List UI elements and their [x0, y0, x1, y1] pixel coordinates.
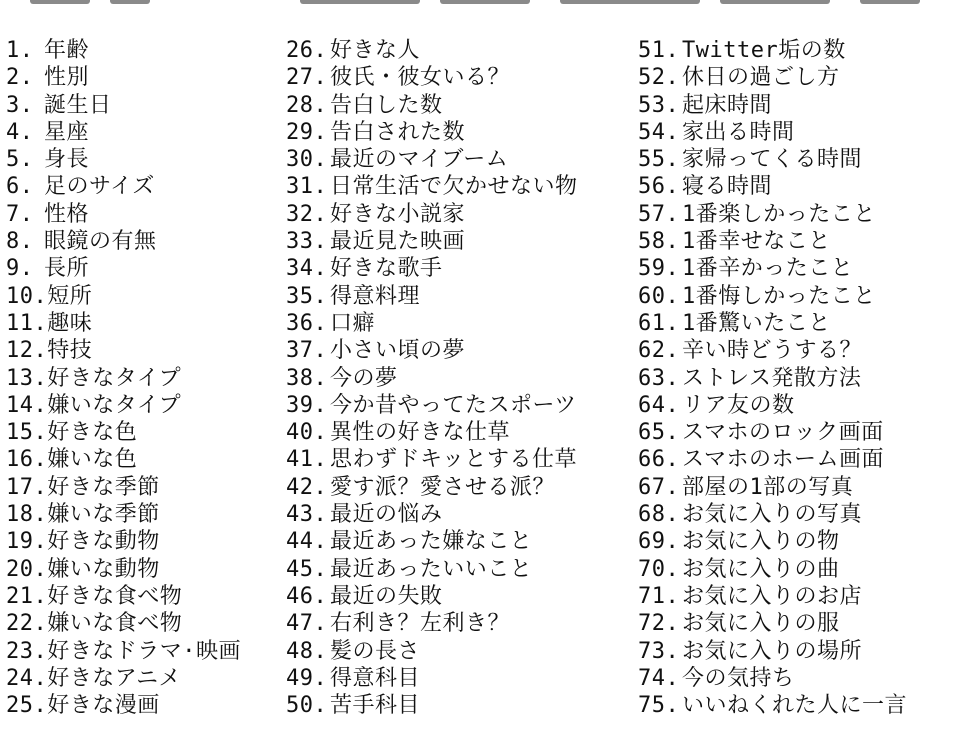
question-number: 52. [638, 65, 680, 91]
question-number: 2. [6, 65, 34, 91]
question-item [638, 146, 958, 173]
question-label: ストレス発散方法 [682, 365, 862, 391]
question-label: 右利き？左利き？ [330, 611, 511, 637]
question-item [638, 37, 958, 64]
question-item [6, 501, 278, 528]
question-number: 71. [638, 583, 680, 609]
question-label: 休日の過ごし方 [682, 65, 840, 91]
question-item [6, 310, 278, 337]
question-label: 嫌いな食べ物 [47, 611, 183, 637]
question-item [638, 692, 958, 719]
question-number: 20. [6, 556, 48, 582]
question-item [638, 310, 958, 337]
question-label: 趣味 [47, 310, 93, 336]
question-label: 今の夢 [330, 365, 398, 391]
question-item [286, 119, 634, 146]
question-number: 55. [638, 147, 680, 173]
question-number: 15. [6, 420, 48, 446]
question-label: お気に入りの服 [682, 611, 840, 637]
question-label: 足のサイズ [44, 174, 155, 200]
question-number: 36. [286, 310, 328, 336]
question-label: お気に入りの曲 [682, 556, 840, 582]
question-item [638, 283, 958, 310]
question-label: 異性の好きな仕草 [330, 420, 511, 446]
question-label: 得意料理 [330, 283, 421, 309]
question-item [286, 392, 634, 419]
question-label: 彼氏・彼女いる？ [330, 65, 511, 91]
question-label: 好きな季節 [47, 474, 160, 500]
question-item [638, 474, 958, 501]
question-item [286, 446, 634, 473]
question-number: 29. [286, 119, 328, 145]
question-label: 起床時間 [682, 92, 773, 118]
question-number: 40. [286, 420, 328, 446]
question-item [286, 255, 634, 282]
question-item [286, 665, 634, 692]
question-number: 3. [6, 92, 34, 118]
question-label: いいねくれた人に一言 [682, 693, 908, 719]
question-item [286, 337, 634, 364]
question-item [6, 474, 278, 501]
question-label: 寝る時間 [682, 174, 773, 200]
question-item [6, 37, 278, 64]
question-item [6, 665, 278, 692]
question-number: 56. [638, 174, 680, 200]
question-label: リア友の数 [682, 392, 795, 418]
question-number: 39. [286, 392, 328, 418]
question-label: 最近の悩み [330, 502, 443, 528]
question-label: 嫌いなタイプ [47, 392, 182, 418]
question-label: 好きなアニメ [47, 665, 182, 691]
question-label: 1番辛かったこと [682, 256, 854, 282]
question-label: 1番悔しかったこと [682, 283, 876, 309]
question-number: 24. [6, 665, 48, 691]
question-item [638, 337, 958, 364]
question-label: お気に入りの写真 [682, 502, 863, 528]
question-item [6, 146, 278, 173]
question-item [638, 556, 958, 583]
question-number: 60. [638, 283, 680, 309]
question-number: 1. [6, 38, 34, 63]
question-column-2 [286, 37, 634, 719]
question-item [286, 638, 634, 665]
question-item [6, 692, 278, 719]
question-number: 51. [638, 38, 680, 63]
question-label: 最近のマイブーム [330, 147, 509, 173]
question-item [6, 583, 278, 610]
question-item [638, 583, 958, 610]
question-number: 4. [6, 119, 34, 145]
question-item [638, 665, 958, 692]
question-number: 75. [638, 693, 680, 719]
question-label: 得意科目 [330, 665, 421, 691]
question-item [6, 228, 278, 255]
question-label: 嫌いな動物 [47, 556, 160, 582]
question-label: 今か昔やってたスポーツ [330, 392, 577, 418]
question-number: 31. [286, 174, 328, 200]
question-item [6, 446, 278, 473]
question-item [286, 419, 634, 446]
question-label: 好きな色 [47, 420, 138, 446]
question-item [286, 64, 634, 91]
question-column-1 [6, 37, 278, 719]
question-item [6, 365, 278, 392]
question-number: 48. [286, 638, 328, 664]
question-item [6, 92, 278, 119]
question-number: 42. [286, 474, 328, 500]
question-item [286, 37, 634, 64]
question-item [638, 201, 958, 228]
question-number: 32. [286, 201, 328, 227]
question-item [638, 528, 958, 555]
question-label: お気に入りのお店 [682, 583, 863, 609]
question-item [638, 173, 958, 200]
question-label: 日常生活で欠かせない物 [330, 174, 578, 200]
question-label: 部屋の1部の写真 [682, 474, 854, 500]
question-number: 28. [286, 92, 328, 118]
question-number: 12. [6, 338, 48, 364]
question-number: 37. [286, 338, 328, 364]
question-number: 8. [6, 229, 34, 255]
question-number: 10. [6, 283, 48, 309]
question-number: 64. [638, 392, 680, 418]
question-number: 41. [286, 447, 328, 473]
question-label: 好きな歌手 [330, 256, 443, 282]
question-label: 1番楽しかったこと [682, 201, 876, 227]
question-item [638, 228, 958, 255]
question-item [6, 638, 278, 665]
question-number: 45. [286, 556, 328, 582]
question-item [286, 501, 634, 528]
question-item [638, 638, 958, 665]
question-label: 1番幸せなこと [682, 229, 831, 255]
question-label: お気に入りの場所 [682, 638, 863, 664]
question-label: スマホのホーム画面 [682, 447, 885, 473]
question-item [638, 501, 958, 528]
cutoff-text-strip [0, 0, 960, 10]
question-item [286, 228, 634, 255]
question-number: 16. [6, 447, 48, 473]
question-label: 愛す派？愛させる派？ [330, 474, 556, 500]
question-number: 58. [638, 229, 680, 255]
question-label: 最近の失敗 [330, 583, 443, 609]
question-label: 嫌いな色 [47, 447, 138, 473]
question-number: 63. [638, 365, 680, 391]
question-number: 65. [638, 420, 680, 446]
question-number: 50. [286, 693, 328, 719]
question-number: 73. [638, 638, 680, 664]
question-label: 告白した数 [330, 92, 443, 118]
question-number: 68. [638, 502, 680, 528]
question-number: 6. [6, 174, 34, 200]
question-label: 髪の長さ [330, 638, 421, 664]
question-number: 38. [286, 365, 328, 391]
question-label: 誕生日 [44, 92, 112, 118]
question-label: 好きな人 [330, 38, 421, 63]
question-number: 67. [638, 474, 680, 500]
question-number: 17. [6, 474, 48, 500]
question-label: 性格 [44, 201, 90, 227]
question-number: 7. [6, 201, 34, 227]
question-number: 69. [638, 529, 680, 555]
question-label: スマホのロック画面 [682, 420, 884, 446]
question-number: 34. [286, 256, 328, 282]
question-number: 5. [6, 147, 34, 173]
question-number: 25. [6, 693, 48, 719]
question-label: 苦手科目 [330, 693, 421, 719]
question-label: 星座 [44, 119, 90, 145]
question-item [638, 119, 958, 146]
question-item [286, 365, 634, 392]
question-label: 好きな漫画 [47, 693, 160, 719]
question-number: 26. [286, 38, 328, 63]
question-label: Twitter垢の数 [682, 38, 846, 63]
question-item [638, 255, 958, 282]
question-label: 好きな動物 [47, 529, 160, 555]
question-item [638, 64, 958, 91]
question-item [286, 310, 634, 337]
question-item [638, 365, 958, 392]
question-label: 年齢 [44, 38, 90, 63]
question-label: 最近あった嫌なこと [330, 529, 533, 555]
question-number: 44. [286, 529, 328, 555]
question-number: 72. [638, 611, 680, 637]
question-number: 54. [638, 119, 680, 145]
question-item [638, 446, 958, 473]
question-number: 43. [286, 502, 328, 528]
question-label: 家帰ってくる時間 [682, 147, 863, 173]
question-number: 22. [6, 611, 48, 637]
question-item [6, 201, 278, 228]
question-item [6, 610, 278, 637]
question-number: 9. [6, 256, 34, 282]
question-item [286, 610, 634, 637]
question-label: 好きなタイプ [47, 365, 182, 391]
question-number: 53. [638, 92, 680, 118]
question-item [6, 173, 278, 200]
question-number: 33. [286, 229, 328, 255]
question-label: 思わずドキッとする仕草 [330, 447, 578, 473]
question-item [286, 583, 634, 610]
question-item [6, 283, 278, 310]
question-label: 短所 [47, 283, 93, 309]
question-number: 57. [638, 201, 680, 227]
question-number: 70. [638, 556, 680, 582]
question-label: 長所 [44, 256, 90, 282]
question-number: 30. [286, 147, 328, 173]
question-number: 27. [286, 65, 328, 91]
question-label: 家出る時間 [682, 119, 795, 145]
question-item [638, 92, 958, 119]
question-number: 74. [638, 665, 680, 691]
question-label: お気に入りの物 [682, 529, 840, 555]
question-label: 最近あったいいこと [330, 556, 533, 582]
question-item [286, 556, 634, 583]
question-number: 66. [638, 447, 680, 473]
question-item [6, 528, 278, 555]
question-number: 23. [6, 638, 48, 664]
question-number: 21. [6, 583, 48, 609]
question-item [6, 64, 278, 91]
question-item [286, 474, 634, 501]
question-number: 13. [6, 365, 48, 391]
question-label: 辛い時どうする？ [682, 338, 863, 364]
question-number: 18. [6, 502, 48, 528]
question-number: 35. [286, 283, 328, 309]
question-item [286, 92, 634, 119]
question-label: 1番驚いたこと [682, 310, 831, 336]
question-item [6, 556, 278, 583]
question-label: 告白された数 [330, 119, 466, 145]
question-number: 19. [6, 529, 48, 555]
question-item [6, 119, 278, 146]
question-label: 最近見た映画 [330, 229, 466, 255]
question-label: 性別 [44, 65, 90, 91]
question-label: 好きな小説家 [330, 201, 466, 227]
question-item [286, 283, 634, 310]
question-number: 59. [638, 256, 680, 282]
question-number: 14. [6, 392, 48, 418]
question-label: 口癖 [330, 310, 376, 336]
question-label: 好きな食べ物 [47, 583, 183, 609]
question-item [6, 255, 278, 282]
question-item [286, 173, 634, 200]
question-item [286, 146, 634, 173]
question-column-3 [638, 37, 958, 719]
question-label: 特技 [47, 338, 93, 364]
question-number: 46. [286, 583, 328, 609]
question-number: 49. [286, 665, 328, 691]
question-number: 61. [638, 310, 680, 336]
question-number: 11. [6, 310, 48, 336]
question-number: 62. [638, 338, 680, 364]
question-item [286, 528, 634, 555]
question-item [6, 392, 278, 419]
question-label: 今の気持ち [682, 665, 795, 691]
question-label: 眼鏡の有無 [44, 229, 157, 255]
question-item [6, 419, 278, 446]
question-item [638, 419, 958, 446]
question-label: 好きなドラマ·映画 [47, 638, 241, 664]
question-label: 小さい頃の夢 [330, 338, 466, 364]
question-item [638, 610, 958, 637]
question-label: 嫌いな季節 [47, 502, 160, 528]
question-label: 身長 [44, 147, 90, 173]
question-item [6, 337, 278, 364]
question-item [286, 692, 634, 719]
question-item [638, 392, 958, 419]
question-item [286, 201, 634, 228]
question-number: 47. [286, 611, 328, 637]
